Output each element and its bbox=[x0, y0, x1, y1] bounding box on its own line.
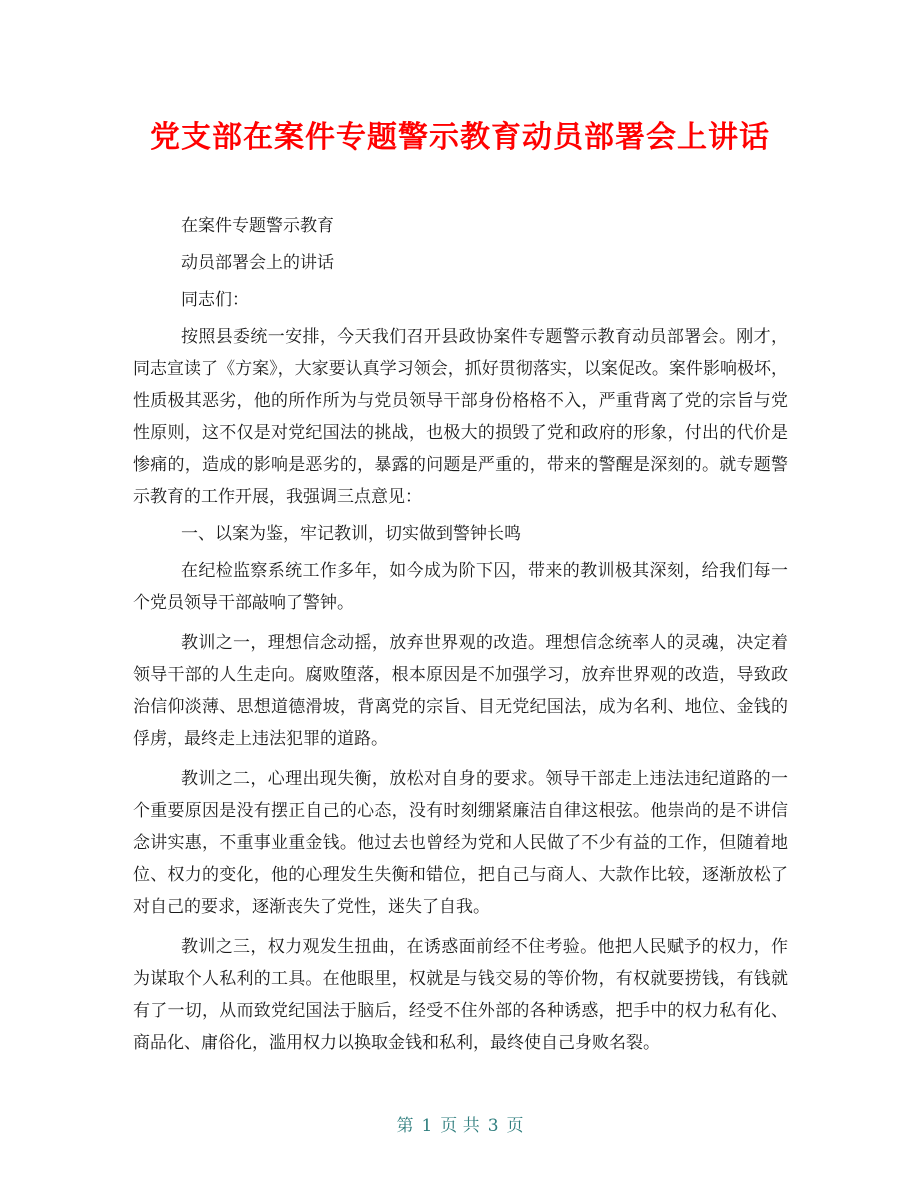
paragraph-intro: 按照县委统一安排，今天我们召开县政协案件专题警示教育动员部署会。刚才，同志宣读了《方案》，大家要认真学习领会，抓好贯彻落实，以案促改。案件影响极坏，性质极其恶劣，他的所作所为与党员领导干部身份格格不入，严重背离了党的宗旨与党性原则，这不仅是对党纪国法的挑战，也极大的损毁了党和政府的形象，付出的代价是惨痛的，造成的影响是恶劣的，暴露的问题是严重的，带来的警醒是深刻的。就专题警示教育的工作开展，我强调三点意见： bbox=[133, 327, 788, 507]
footer-current-page: 1 bbox=[421, 1116, 433, 1136]
salutation: 同志们： bbox=[181, 290, 249, 310]
paragraph-lesson-1: 教训之一，理想信念动摇，放弃世界观的改造。理想信念统率人的灵魂，决定着领导干部的人生走向。腐败堕落，根本原因是不加强学习，放弃世界观的改造，导致政治信仰淡薄、思想道德滑坡，背离党的宗旨、目无党纪国法，成为名利、地位、金钱的俘虏，最终走上违法犯罪的道路。 bbox=[133, 633, 788, 749]
subtitle-line-1: 在案件专题警示教育 bbox=[181, 216, 334, 236]
footer-label-end: 页 bbox=[506, 1116, 524, 1136]
paragraph-lesson-3: 教训之三，权力观发生扭曲，在诱惑面前经不住考验。他把人民赋予的权力，作为谋取个人私利的工具。在他眼里，权就是与钱交易的等价物，有权就要捞钱，有钱就有了一切，从而致党纪国法于脑后，经受不住外部的各种诱惑，把手中的权力私有化、商品化、庸俗化，滥用权力以换取金钱和私利，最终使自己身败名裂。 bbox=[133, 937, 788, 1053]
document-body bbox=[133, 210, 788, 1067]
document-title: 党支部在案件专题警示教育动员部署会上讲话 bbox=[150, 120, 770, 155]
footer-label-page: 第 bbox=[396, 1116, 414, 1136]
section-heading-1: 一、以案为鉴，牢记教训，切实做到警钟长鸣 bbox=[181, 524, 521, 544]
paragraph-lesson-intro: 在纪检监察系统工作多年，如今成为阶下囚，带来的教训极其深刻，给我们每一个党员领导干部敲响了警钟。 bbox=[133, 561, 788, 613]
page-footer bbox=[0, 1111, 920, 1136]
subtitle-line-2: 动员部署会上的讲话 bbox=[181, 253, 334, 273]
footer-total-pages: 3 bbox=[487, 1116, 499, 1136]
footer-label-of: 页 共 bbox=[440, 1116, 480, 1136]
paragraph-lesson-2: 教训之二，心理出现失衡，放松对自身的要求。领导干部走上违法违纪道路的一个重要原因是没有摆正自己的心态，没有时刻绷紧廉洁自律这根弦。他崇尚的是不讲信念讲实惠，不重事业重金钱。他过去也曾经为党和人民做了不少有益的工作，但随着地位、权力的变化，他的心理发生失衡和错位，把自己与商人、大款作比较，逐渐放松了对自己的要求，逐渐丧失了党性，迷失了自我。 bbox=[133, 769, 788, 917]
